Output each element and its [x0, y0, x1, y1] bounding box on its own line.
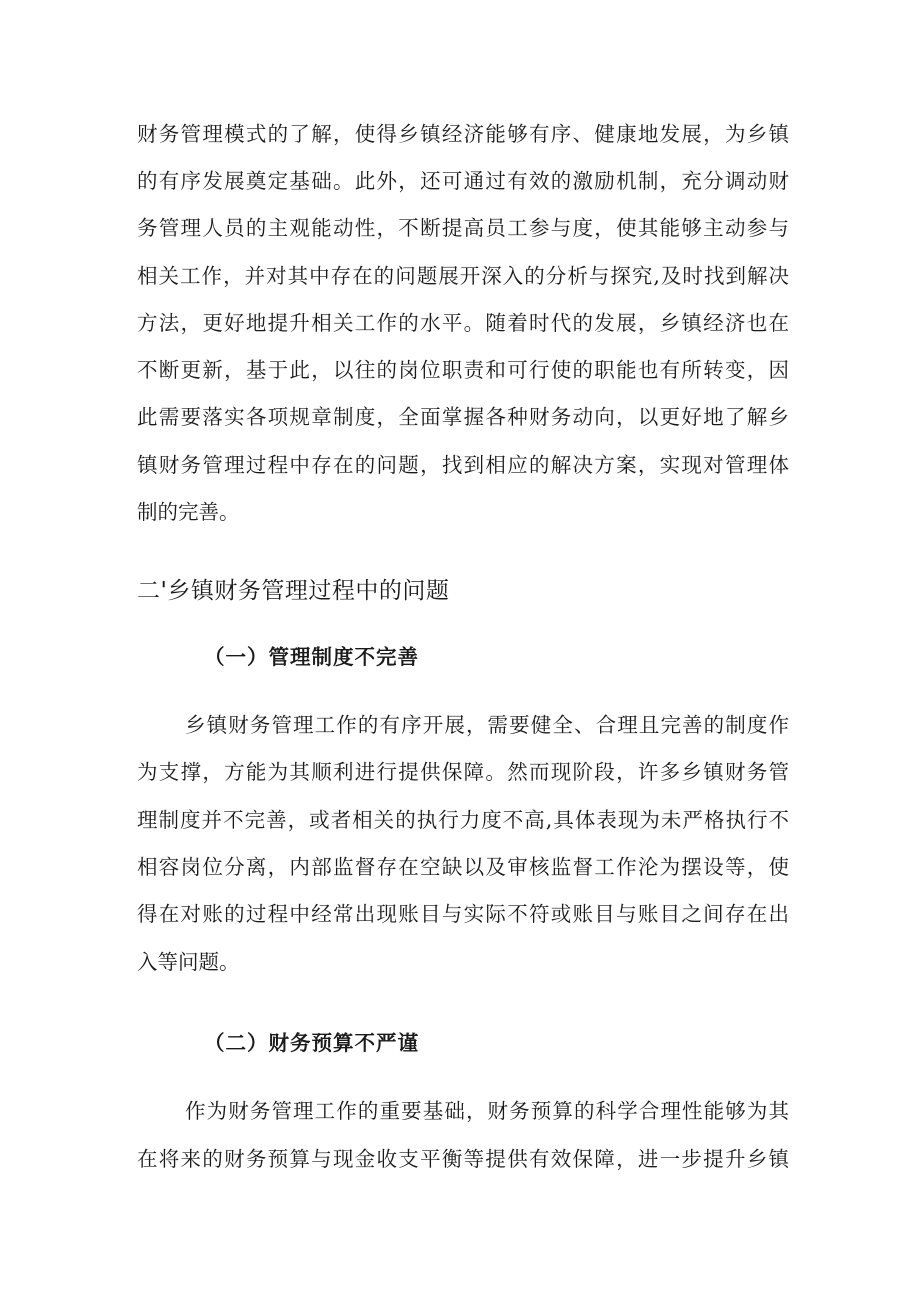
paragraph-line: 财务管理模式的了解，使得乡镇经济能够有序、健康地发展，为乡镇: [137, 122, 789, 146]
paragraph-line: 的有序发展奠定基础。此外，还可通过有效的激励机制，充分调动财: [137, 169, 789, 193]
paragraph-line: 入等问题。: [137, 950, 240, 974]
paragraph-line: 在将来的财务预算与现金收支平衡等提供有效保障，进一步提升乡镇: [137, 1147, 789, 1171]
paragraph-line: 镇财务管理过程中存在的问题，找到相应的解决方案，实现对管理体: [137, 453, 789, 477]
paragraph-line: 方法，更好地提升相关工作的水平。随着时代的发展，乡镇经济也在: [137, 311, 789, 335]
paragraph-line: 乡镇财务管理工作的有序开展，需要健全、合理且完善的制度作: [185, 713, 789, 737]
paragraph-line: 相容岗位分离，内部监督存在空缺以及审核监督工作沦为摆设等，使: [137, 855, 789, 879]
paragraph-line: 相关工作，并对其中存在的问题展开深入的分析与探究,及时找到解决: [137, 264, 789, 288]
paragraph-line: 制的完善。: [137, 500, 240, 524]
paragraph-line: 不断更新，基于此，以往的岗位职责和可行使的职能也有所转变，因: [137, 358, 789, 382]
paragraph-line: 得在对账的过程中经常出现账目与实际不符或账目与账目之间存在出: [137, 902, 789, 926]
paragraph-line: 为支撑，方能为其顺利进行提供保障。然而现阶段，许多乡镇财务管: [137, 760, 789, 784]
paragraph-line: 理制度并不完善，或者相关的执行力度不高,具体表现为未严格执行不: [137, 808, 789, 832]
paragraph-line: 作为财务管理工作的重要基础，财务预算的科学合理性能够为其: [185, 1099, 789, 1123]
paragraph-line: 务管理人员的主观能动性，不断提高员工参与度，使其能够主动参与: [137, 216, 789, 240]
subsection-heading-2: （二）财务预算不严谨: [204, 1031, 419, 1055]
paragraph-line: 此需要落实各项规章制度，全面掌握各种财务动向，以更好地了解乡: [137, 405, 789, 429]
section-heading: 二'乡镇财务管理过程中的问题: [137, 578, 450, 604]
subsection-heading-1: （一）管理制度不完善: [204, 645, 419, 669]
